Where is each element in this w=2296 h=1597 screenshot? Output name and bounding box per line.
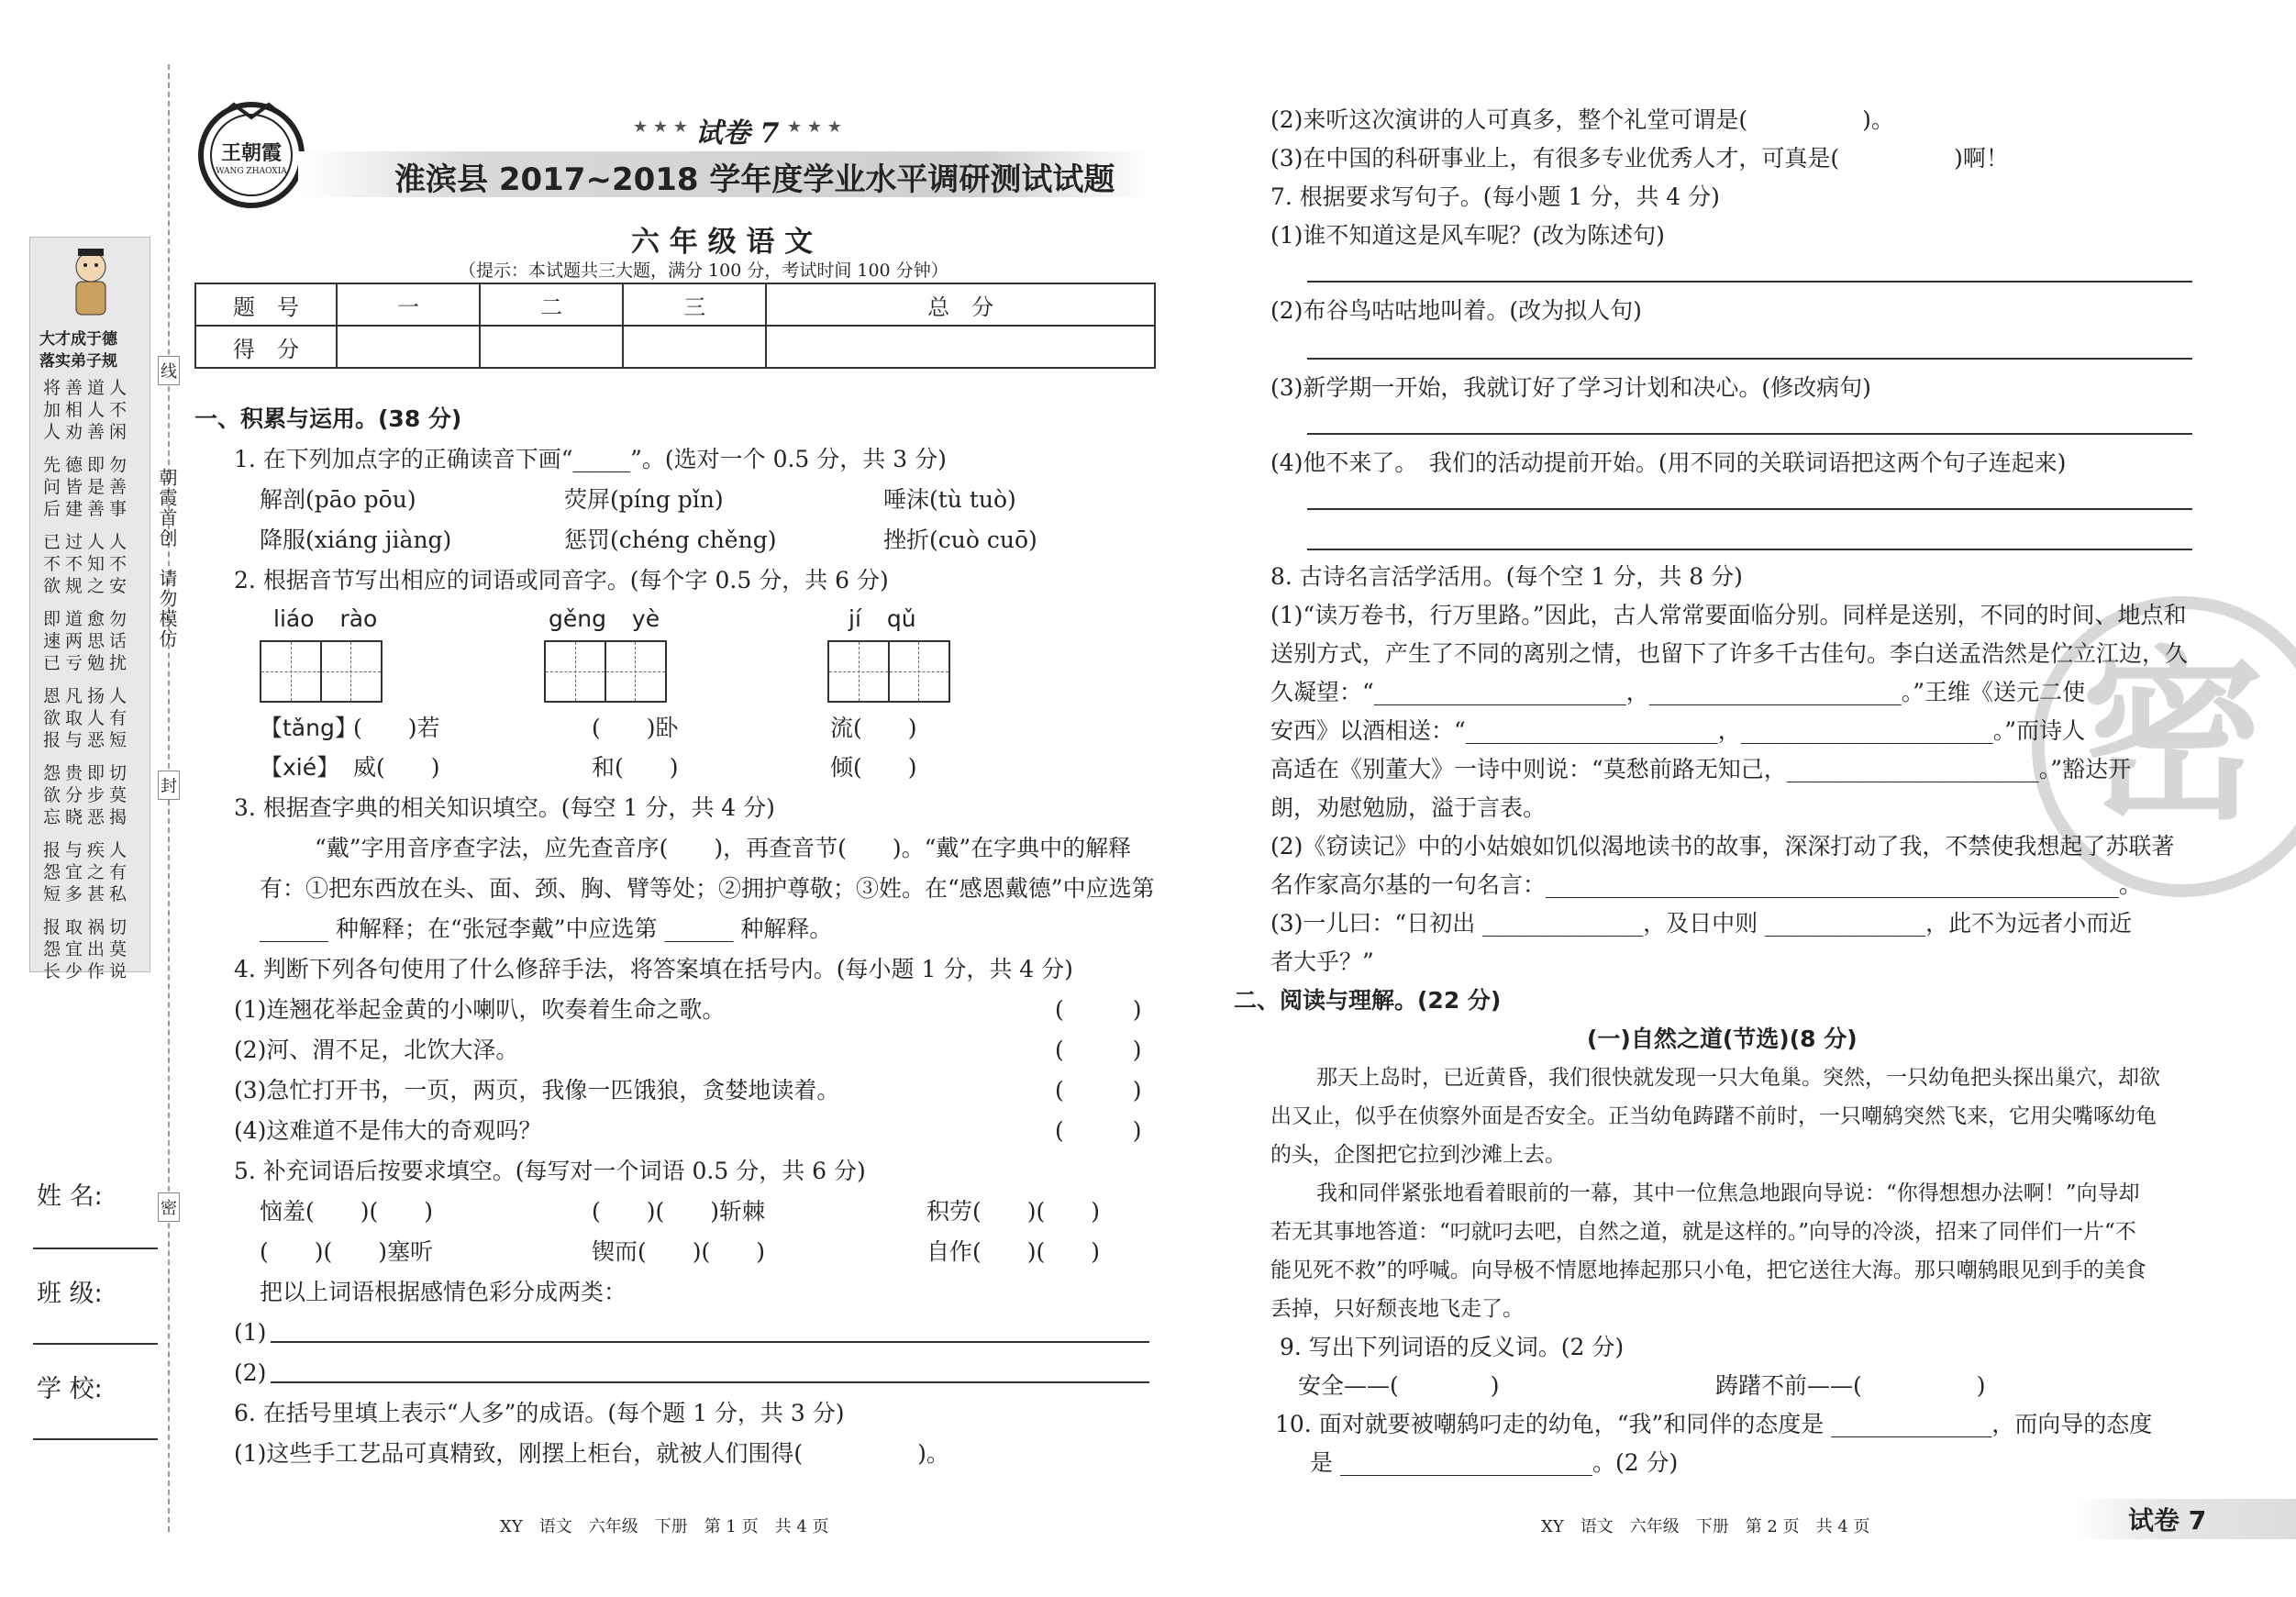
q7-item-1: (1)谁不知道这是风车呢？(改为陈述句) bbox=[1270, 222, 1665, 249]
motto-line: 欲取人有 bbox=[43, 708, 132, 728]
passage-line-6: 能见死不救”的呼喊。向导极不情愿地捧起那只小龟，把它送往大海。那只嘲鸫眼见到手的美食 bbox=[1270, 1259, 2146, 1282]
class-label: 班 级: bbox=[37, 1280, 103, 1308]
margin-note-1: 朝霞首创 bbox=[156, 468, 178, 549]
q1-prompt: 1. 在下列加点字的正确读音下画“_____”。(选对一个 0.5 分，共 3 分) bbox=[234, 446, 947, 472]
q1-item-4: 降服(xiáng jiàng) bbox=[260, 527, 452, 553]
motto-line: 速两思话 bbox=[43, 631, 132, 651]
motto-line: 将善道人 bbox=[43, 378, 132, 398]
q3-line-3: ______ 种解释；在“张冠李戴”中应选第 ______ 种解释。 bbox=[260, 915, 833, 942]
q2-xie-label: 【xié】 bbox=[260, 754, 340, 781]
q8-line-4: 安西》以酒相送：“______________________，______________________。”而诗人 bbox=[1270, 717, 2086, 744]
name-label: 姓 名: bbox=[37, 1182, 103, 1211]
q4-answer-1[interactable]: ( ) bbox=[1055, 996, 1142, 1023]
motto-line: 报与疾人 bbox=[43, 840, 132, 860]
q5-blank-1[interactable] bbox=[271, 1341, 1149, 1343]
passage-line-1: 那天上岛时，已近黄昏，我们很快就发现一只大龟巢。突然，一只幼龟把头探出巢穴，却欲 bbox=[1316, 1066, 2160, 1090]
name-field[interactable] bbox=[33, 1248, 158, 1249]
q5-sub-prompt: 把以上词语根据感情色彩分成两类： bbox=[260, 1279, 627, 1305]
q8-line-7: (2)《窃读记》中的小姑娘如饥似渴地读书的故事，深深打动了我，不禁使我想起了苏联著 bbox=[1270, 833, 2175, 859]
motto-line: 已亏勉扰 bbox=[43, 653, 132, 673]
motto-line: 欲分步莫 bbox=[43, 785, 132, 805]
margin-note-2: 请勿模仿 bbox=[156, 569, 178, 649]
q7-answer-4a[interactable] bbox=[1307, 508, 2192, 510]
q4-item-3: (3)急忙打开书，一页，两页，我像一匹饿狼，贪婪地读着。 bbox=[234, 1077, 840, 1103]
q6-item-3: (3)在中国的科研事业上，有很多专业优秀人才，可真是( )啊！ bbox=[1270, 145, 2009, 172]
q8-line-2: 送别方式，产生了不同的离别之情，也留下了许多千古佳句。李白送孟浩然是伫立江边，久 bbox=[1270, 640, 2189, 667]
motto-list bbox=[43, 377, 144, 982]
motto-line: 长少作说 bbox=[43, 961, 132, 981]
q2-tang-2: ( )卧 bbox=[592, 715, 679, 741]
q8-line-9: (3)一儿曰：“日初出 ______________，及日中则 ______________，此不为远者小而近 bbox=[1270, 910, 2133, 937]
q7-answer-4b[interactable] bbox=[1307, 549, 2192, 550]
q5-blank-1-label: (1) bbox=[234, 1319, 267, 1346]
q4-prompt: 4. 判断下列各句使用了什么修辞手法，将答案填在括号内。(每小题 1 分，共 4 分) bbox=[234, 956, 1073, 982]
q8-line-3: 久凝望：“______________________，______________________。”王维《送元二使 bbox=[1270, 679, 2086, 705]
q5-blank-2[interactable] bbox=[271, 1381, 1149, 1383]
score-head-3: 三 bbox=[623, 283, 766, 326]
score-row-label: 得 分 bbox=[195, 326, 337, 368]
logo-name: 王朝霞 bbox=[220, 141, 282, 165]
score-table bbox=[194, 283, 1156, 369]
school-field[interactable] bbox=[33, 1438, 158, 1440]
q5-word-5: 锲而( )( ) bbox=[592, 1238, 766, 1265]
q6-item-2: (2)来听这次演讲的人可真多，整个礼堂可谓是( )。 bbox=[1270, 106, 1894, 133]
motto-top-1: 大才成于德 bbox=[39, 330, 117, 349]
seal-mark-seal: 封 bbox=[158, 771, 180, 800]
q7-item-4: (4)他不来了。 我们的活动提前开始。(用不同的关联词语把这两个句子连起来) bbox=[1270, 449, 2067, 476]
q5-word-2: ( )( )斩棘 bbox=[592, 1198, 766, 1225]
score-head-label: 题 号 bbox=[195, 283, 337, 326]
section2-heading: 二、阅读与理解。(22 分) bbox=[1234, 987, 1502, 1014]
q4-answer-3[interactable]: ( ) bbox=[1055, 1077, 1142, 1103]
badge-stars-right: ★ ★ ★ bbox=[787, 117, 842, 137]
q6-prompt: 6. 在括号里填上表示“人多”的成语。(每个题 1 分，共 3 分) bbox=[234, 1400, 845, 1426]
q7-answer-3[interactable] bbox=[1307, 433, 2192, 435]
q9-prompt: 9. 写出下列词语的反义词。(2 分) bbox=[1280, 1334, 1625, 1360]
exam-hint: （提示：本试题共三大题，满分 100 分，考试时间 100 分钟） bbox=[459, 261, 948, 281]
motto-line: 恩凡扬人 bbox=[43, 686, 132, 706]
q4-answer-4[interactable]: ( ) bbox=[1055, 1117, 1142, 1144]
right-page-footer: XY 语文 六年级 下册 第 2 页 共 4 页 bbox=[1541, 1517, 1870, 1536]
q2-prompt: 2. 根据音节写出相应的词语或同音字。(每个字 0.5 分，共 6 分) bbox=[234, 567, 889, 593]
passage-line-2: 出又止，似乎在侦察外面是否安全。正当幼龟踌躇不前时，一只嘲鸫突然飞来，它用尖嘴啄幼龟 bbox=[1270, 1104, 2157, 1128]
motto-line: 欲规之安 bbox=[43, 576, 132, 596]
reading-title: (一)自然之道(节选)(8 分) bbox=[1587, 1026, 1858, 1052]
motto-line: 即道愈勿 bbox=[43, 609, 132, 629]
q1-item-6: 挫折(cuò cuō) bbox=[883, 527, 1037, 553]
motto-line: 加相人不 bbox=[43, 400, 132, 420]
score-head-2: 二 bbox=[480, 283, 623, 326]
motto-top-2: 落实弟子规 bbox=[39, 352, 117, 371]
q4-item-1: (1)连翘花举起金黄的小喇叭，吹奏着生命之歌。 bbox=[234, 996, 726, 1023]
q2-xie-3: 倾( ) bbox=[830, 754, 917, 781]
q8-prompt: 8. 古诗名言活学活用。(每个空 1 分，共 8 分) bbox=[1270, 563, 1743, 590]
q2-writing-grid-1[interactable] bbox=[260, 640, 383, 703]
passage-line-3: 的头，企图把它拉到沙滩上去。 bbox=[1270, 1143, 1566, 1167]
q3-prompt: 3. 根据查字典的相关知识填空。(每空 1 分，共 4 分) bbox=[234, 794, 775, 821]
q3-line-2: 有：①把东西放在头、面、颈、胸、臂等处；②拥护尊敬；③姓。在“感恩戴德”中应选第 bbox=[260, 875, 1155, 902]
paper-badge: 试卷 7 bbox=[695, 117, 780, 150]
corner-badge: 试卷 7 bbox=[2128, 1505, 2207, 1536]
q4-item-2: (2)河、渭不足，北饮大泽。 bbox=[234, 1037, 519, 1063]
motto-line: 报与恶短 bbox=[43, 730, 132, 750]
school-label: 学 校: bbox=[37, 1375, 103, 1403]
q10-line-1: 10. 面对就要被嘲鸫叼走的幼龟，“我”和同伴的态度是 ______________，而向导的态度 bbox=[1275, 1411, 2153, 1437]
q8-line-6: 朗，劝慰勉励，溢于言表。 bbox=[1270, 794, 1547, 821]
q2-tang-1: ( )若 bbox=[353, 715, 440, 741]
motto-line: 先德即勿 bbox=[43, 455, 132, 475]
q7-prompt: 7. 根据要求写句子。(每小题 1 分，共 4 分) bbox=[1270, 183, 1720, 210]
q7-answer-2[interactable] bbox=[1307, 358, 2192, 360]
motto-line: 人劝善闲 bbox=[43, 422, 132, 442]
left-page-footer: XY 语文 六年级 下册 第 1 页 共 4 页 bbox=[500, 1517, 829, 1536]
score-head-total: 总 分 bbox=[766, 283, 1155, 326]
badge-stars: ★ ★ ★ bbox=[633, 117, 688, 137]
motto-line: 怨宜之有 bbox=[43, 862, 132, 882]
q2-xie-2: 和( ) bbox=[592, 754, 679, 781]
exam-title: 淮滨县 2017~2018 学年度学业水平调研测试试题 bbox=[394, 161, 1115, 198]
q2-xie-1: 威( ) bbox=[353, 754, 440, 781]
logo-sub: WANG ZHAOXIA bbox=[216, 167, 287, 176]
score-cell-3[interactable] bbox=[623, 326, 766, 368]
motto-line: 怨贵即切 bbox=[43, 763, 132, 783]
q7-answer-1[interactable] bbox=[1307, 281, 2192, 283]
motto-line: 后建善事 bbox=[43, 499, 132, 519]
q9-item-2[interactable]: 踌躇不前——( ) bbox=[1715, 1372, 1986, 1399]
watermark-text: 密 bbox=[2081, 629, 2266, 845]
score-head-1: 一 bbox=[337, 283, 480, 326]
q8-line-1: (1)“读万卷书，行万里路。”因此，古人常常要面临分别。同样是送别，不同的时间、地点和 bbox=[1270, 602, 2187, 628]
score-cell-1[interactable] bbox=[337, 326, 480, 368]
q2-pinyin-1: liáo rào bbox=[273, 605, 378, 632]
margin-motto-panel bbox=[29, 237, 150, 981]
seal-mark-secret: 密 bbox=[158, 1192, 180, 1222]
motto-line: 报取祸切 bbox=[43, 917, 132, 937]
class-field[interactable] bbox=[33, 1343, 158, 1345]
passage-line-7: 丢掉，只好颓丧地飞走了。 bbox=[1270, 1297, 1524, 1321]
q2-pinyin-3: jí qǔ bbox=[849, 605, 916, 632]
q1-item-5: 惩罚(chéng chěng) bbox=[564, 527, 777, 553]
q10-line-2: 是 ______________________。(2 分) bbox=[1310, 1449, 1679, 1476]
scholar-icon bbox=[65, 247, 116, 320]
q6-item-1: (1)这些手工艺品可真精致，刚摆上柜台，就被人们围得( )。 bbox=[234, 1440, 949, 1467]
section1-heading: 一、积累与运用。(38 分) bbox=[194, 405, 462, 432]
q5-word-4: ( )( )塞听 bbox=[260, 1238, 434, 1265]
q1-item-1: 解剖(pāo pōu) bbox=[260, 486, 416, 513]
score-cell-2[interactable] bbox=[480, 326, 623, 368]
q2-writing-grid-2[interactable] bbox=[544, 640, 667, 703]
q5-prompt: 5. 补充词语后按要求填空。(每写对一个词语 0.5 分，共 6 分) bbox=[234, 1158, 866, 1184]
q4-answer-2[interactable]: ( ) bbox=[1055, 1037, 1142, 1063]
motto-line: 不不知不 bbox=[43, 554, 132, 574]
subject-title: 六 年 级 语 文 bbox=[631, 226, 814, 259]
q3-line-1: “戴”字用音序查字法，应先查音序( )，再查音节( )。“戴”在字典中的解释 bbox=[315, 835, 1132, 861]
q5-word-1: 恼羞( )( ) bbox=[260, 1198, 434, 1225]
q2-writing-grid-3[interactable] bbox=[827, 640, 950, 703]
q1-item-3: 唾沫(tù tuò) bbox=[883, 486, 1016, 513]
motto-line: 已过人人 bbox=[43, 532, 132, 552]
q7-item-2: (2)布谷鸟咕咕地叫着。(改为拟人句) bbox=[1270, 297, 1642, 324]
q9-item-1[interactable]: 安全——( ) bbox=[1298, 1372, 1500, 1399]
q5-word-3: 积劳( )( ) bbox=[926, 1198, 1101, 1225]
q4-item-4: (4)这难道不是伟大的奇观吗？ bbox=[234, 1117, 542, 1144]
score-cell-total[interactable] bbox=[766, 326, 1155, 368]
q8-line-8: 名作家高尔基的一句名言：__________________________________________________。 bbox=[1270, 871, 2143, 898]
passage-line-5: 若无其事地答道：“叼就叼去吧，自然之道，就是这样的。”向导的冷淡，招来了同伴们一片“不 bbox=[1270, 1220, 2136, 1244]
q2-tang-label: 【tǎng】 bbox=[260, 715, 358, 741]
motto-line: 忘晓恶揭 bbox=[43, 807, 132, 827]
motto-line: 短多甚私 bbox=[43, 884, 132, 904]
q2-tang-3: 流( ) bbox=[830, 715, 917, 741]
q1-item-2: 荧屏(píng pǐn) bbox=[564, 486, 724, 513]
q5-word-6: 自作( )( ) bbox=[926, 1238, 1101, 1265]
seal-mark-line: 线 bbox=[158, 356, 180, 385]
q2-pinyin-2: gěng yè bbox=[549, 605, 660, 632]
q8-line-10: 者大乎？” bbox=[1270, 948, 1374, 975]
passage-line-4: 我和同伴紧张地看着眼前的一幕，其中一位焦急地跟向导说：“你得想想办法啊！”向导却 bbox=[1316, 1181, 2140, 1205]
q8-line-5: 高适在《别董大》一诗中则说：“莫愁前路无知己，______________________。”豁达开 bbox=[1270, 756, 2132, 782]
motto-line: 怨宜出莫 bbox=[43, 939, 132, 959]
motto-line: 问皆是善 bbox=[43, 477, 132, 497]
q5-blank-2-label: (2) bbox=[234, 1359, 267, 1386]
logo bbox=[197, 101, 305, 209]
q7-item-3: (3)新学期一开始，我就订好了学习计划和决心。(修改病句) bbox=[1270, 374, 1871, 401]
